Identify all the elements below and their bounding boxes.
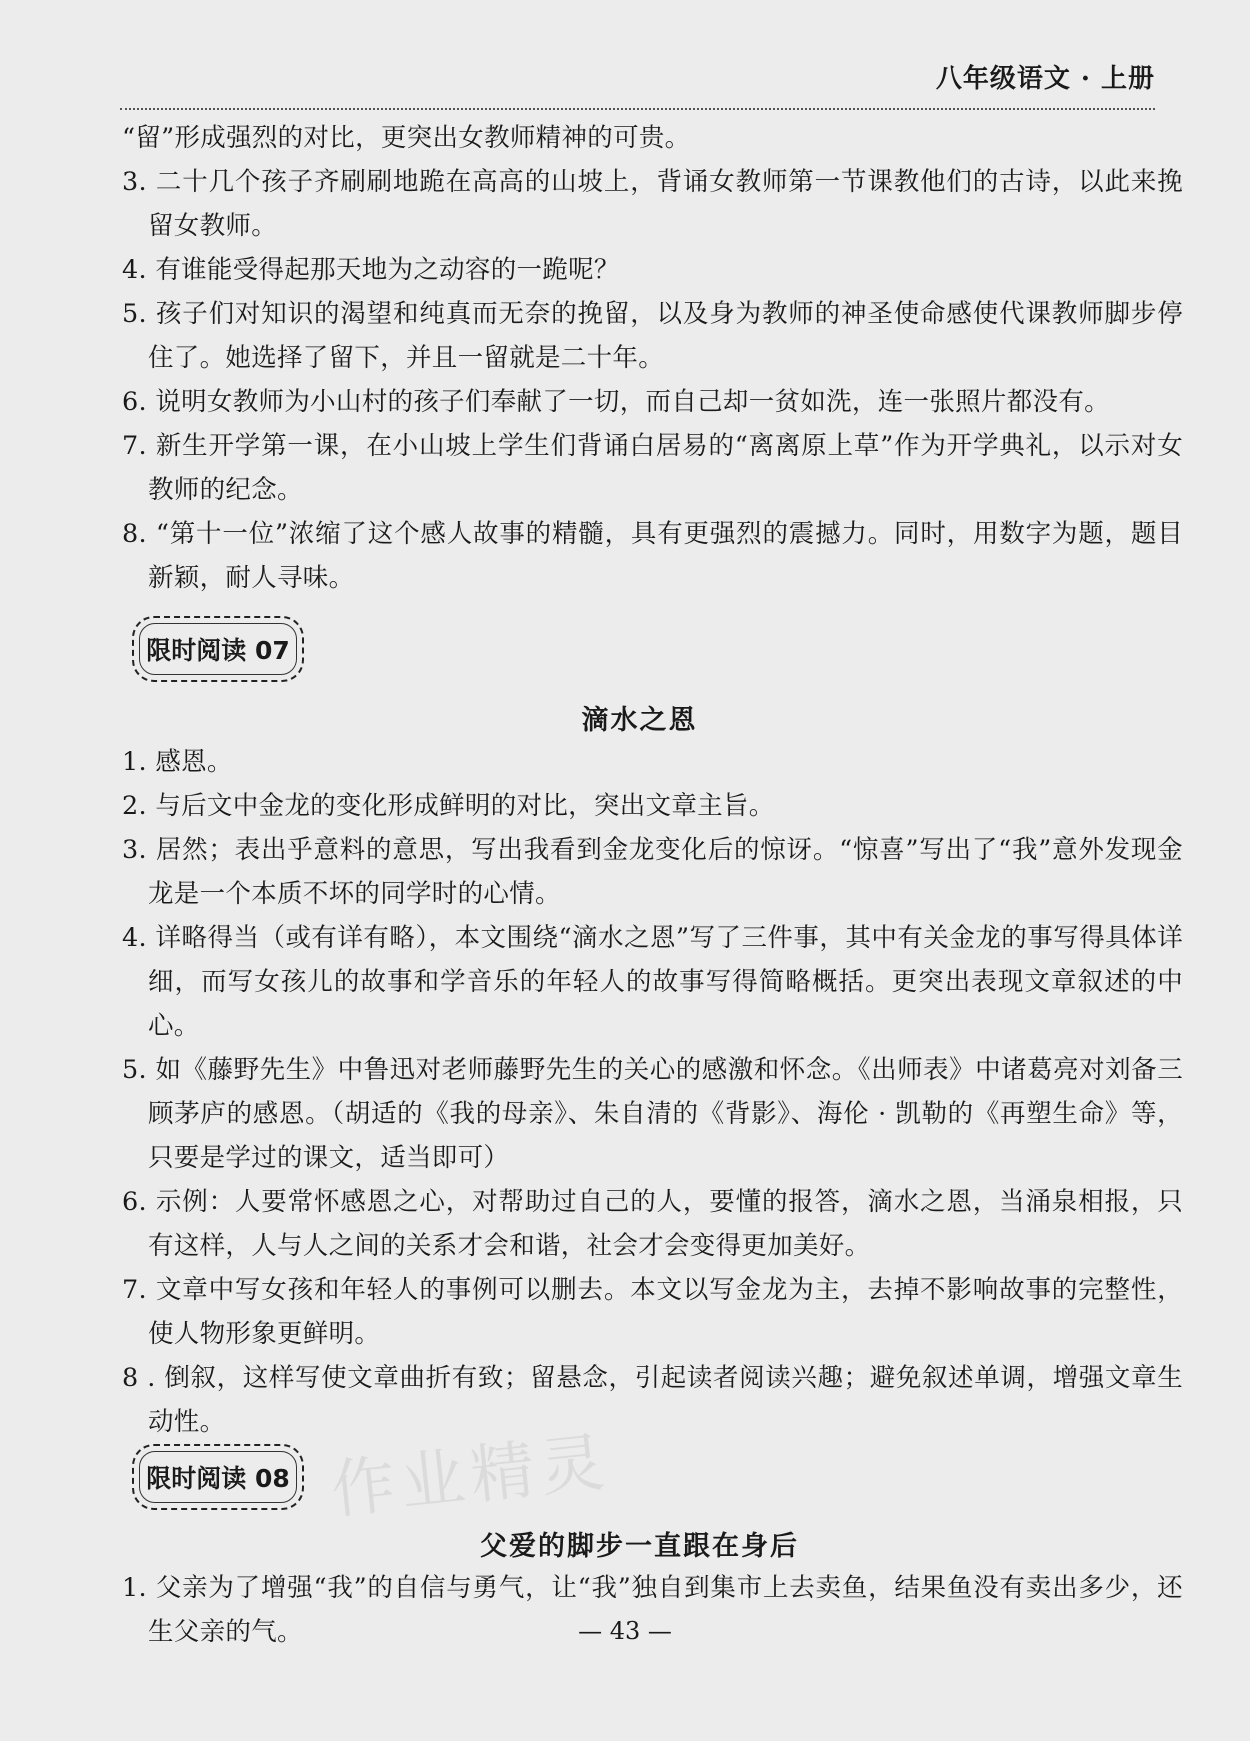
article-title-08: 父爱的脚步一直跟在身后 bbox=[480, 1531, 799, 1562]
answer-line: “留”形成强烈的对比，更突出女教师精神的可贵。 bbox=[122, 123, 691, 153]
answer-item-2: 2. 与后文中金龙的变化形成鲜明的对比，突出文章主旨。 bbox=[122, 791, 775, 821]
answer-item-7: 7. 文章中写女孩和年轻人的事例可以删去。本文以写金龙为主，去掉不影响故事的完整性，使人物形象更鲜明。 bbox=[122, 1275, 1183, 1349]
answer-item-8: 8 . 倒叙，这样写使文章曲折有致；留悬念，引起读者阅读兴趣；避免叙述单调，增强文章生动性。 bbox=[122, 1363, 1183, 1437]
answer-item-4: 4. 有谁能受得起那天地为之动容的一跪呢？ bbox=[122, 255, 620, 285]
answer-item-5: 5. 孩子们对知识的渴望和纯真而无奈的挽留，以及身为教师的神圣使命感使代课教师脚步停住了。她选择了留下，并且一留就是二十年。 bbox=[122, 299, 1183, 373]
answer-item-3: 3. 居然；表出乎意料的意思，写出我看到金龙变化后的惊讶。“惊喜”写出了“我”意外发现金龙是一个本质不坏的同学时的心情。 bbox=[122, 835, 1183, 909]
answer-item-7: 7. 新生开学第一课，在小山坡上学生们背诵白居易的“离离原上草”作为开学典礼，以示对女教师的纪念。 bbox=[122, 431, 1183, 505]
running-header: 八年级语文 · 上册 bbox=[935, 64, 1155, 94]
article-title-07: 滴水之恩 bbox=[581, 705, 698, 736]
answer-item-1: 1. 感恩。 bbox=[122, 747, 233, 777]
section-badge-07: 限时阅读 07 bbox=[132, 616, 304, 682]
header-divider bbox=[120, 108, 1155, 110]
section-badge-08: 限时阅读 08 bbox=[132, 1444, 304, 1510]
answer-item-4: 4. 详略得当（或有详有略），本文围绕“滴水之恩”写了三件事，其中有关金龙的事写得具体详细，而写女孩儿的故事和学音乐的年轻人的故事写得简略概括。更突出表现文章叙述的中心。 bbox=[122, 923, 1183, 1041]
watermark: 作业精灵 bbox=[327, 1425, 614, 1529]
answer-item-6: 6. 说明女教师为小山村的孩子们奉献了一切，而自己却一贫如洗，连一张照片都没有。 bbox=[122, 387, 1110, 417]
answer-item-6: 6. 示例：人要常怀感恩之心，对帮助过自己的人，要懂的报答，滴水之恩，当涌泉相报，只有这样，人与人之间的关系才会和谐，社会才会变得更加美好。 bbox=[122, 1187, 1183, 1261]
answer-item-5: 5. 如《藤野先生》中鲁迅对老师藤野先生的关心的感激和怀念。《出师表》中诸葛亮对刘备三顾茅庐的感恩。（胡适的《我的母亲》、朱自清的《背影》、海伦 · 凯勒的《再塑生命》等，只要是学过的课文，适当即可） bbox=[122, 1055, 1183, 1173]
answer-item-8: 8. “第十一位”浓缩了这个感人故事的精髓，具有更强烈的震撼力。同时，用数字为题，题目新颖，耐人寻味。 bbox=[122, 519, 1183, 593]
answer-item-1: 1. 父亲为了增强“我”的自信与勇气，让“我”独自到集市上去卖鱼，结果鱼没有卖出多少，还生父亲的气。 bbox=[122, 1573, 1183, 1647]
answer-item-3: 3. 二十几个孩子齐刷刷地跪在高高的山坡上，背诵女教师第一节课教他们的古诗，以此来挽留女教师。 bbox=[122, 167, 1183, 241]
page-number: — 43 — bbox=[578, 1617, 672, 1645]
